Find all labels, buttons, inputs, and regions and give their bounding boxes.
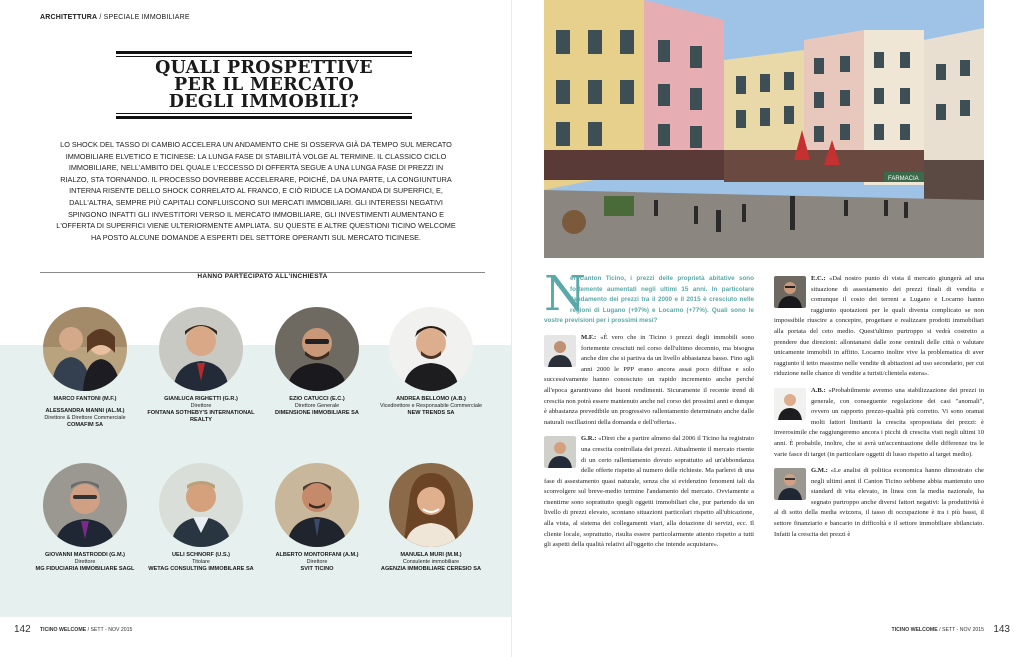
running-header: ARCHITETTURA / SPECIALE IMMOBILIARE	[40, 14, 190, 21]
participant-role: Direttore	[190, 403, 212, 409]
article-title	[116, 60, 412, 111]
participant-role: Direttore	[306, 559, 328, 565]
participant-name: GIOVANNI MASTRODDI (G.M.)	[44, 552, 126, 558]
lugano-square-photo	[544, 0, 984, 258]
answer-tag: G.M.:	[811, 467, 828, 475]
answer-paragraph	[544, 434, 754, 551]
footer-brand: TICINO WELCOME	[891, 627, 938, 633]
portrait-photo	[43, 463, 127, 547]
avatar	[774, 276, 806, 308]
survey-divider	[40, 272, 485, 282]
avatar	[544, 335, 576, 367]
participant-name: EZIO CATUCCI (E.C.)	[289, 396, 345, 402]
answer-text: «Probabilmente avremo una stabilizzazione dei prezzi in generale, con conseguente regolazione dei casi "anomali", ovvero un rapporto prezzo-qualità più corretto. Vi sono oramai molti fattori limitanti la crescita spropositata dei prezzi: è inverosimile che raggiungeremo ancora i picchi di crescita visti negli ultimi 10 anni. È probabile, inoltre, che si avrà un'accentuazione delle differenze tra le varie fasce di target (in particolare oggetti di lusso rispetto al target medio).	[774, 386, 984, 458]
avatar	[774, 468, 806, 500]
answer-paragraph	[774, 386, 984, 460]
article-column-2	[774, 274, 984, 546]
portrait-photo	[389, 307, 473, 391]
participant-name-2: ALESSANDRA MANNI (AL.M.)	[45, 408, 125, 414]
participant-role: Direttore	[74, 559, 96, 565]
answer-tag: M.F.:	[581, 333, 597, 341]
section-name: ARCHITETTURA	[40, 14, 98, 21]
article-column-1	[544, 266, 754, 557]
footer-brand: TICINO WELCOME	[40, 627, 87, 633]
participant-company: DIMENSIONE IMMOBILIARE SA	[275, 409, 359, 416]
participant-role: Consulente immobiliare	[402, 559, 460, 565]
participant-company: AGENZIA IMMOBILIARE CERESIO SA	[380, 565, 482, 572]
answer-paragraph	[774, 274, 984, 380]
participant-role: Vicedirettore e Responsabile Commerciale	[379, 403, 483, 409]
portrait-photo	[275, 463, 359, 547]
participant-name: MARCO FANTONI (M.F.)	[53, 396, 117, 402]
title-line-2: PER IL MERCATO	[174, 75, 354, 95]
participant-company: WETAG CONSULTING IMMOBILARE SA	[148, 565, 254, 572]
participant-card	[30, 463, 140, 573]
portrait-photo	[43, 307, 127, 391]
participant-company: MG FIDUCIARIA IMMOBILIARE SAGL	[35, 565, 135, 572]
participant-name: ALBERTO MONTORFANI (A.M.)	[275, 552, 359, 558]
participant-role: Direttore & Direttore Commerciale	[44, 415, 126, 421]
participant-card	[262, 307, 372, 417]
answer-text: «È vero che in Ticino i prezzi degli immobili sono fortemente cresciuti nel corso dell'ultimo decennio, ma bisogna anche dire che si partiva da un livello abbastanza basso. Fino agli anni 2000 le PPP erano ancora assai poco diffuse e solo successivamente hanno conosciuto un rapido incremento anche perché all'epoca garantivano dei buoni rendimenti. Sicuramente il recente trend di crescita non potrà essere mantenuto anche nel corso dei prossimi anni e dunque è abbastanza prevedibile un progressivo rallentamento determinato anche dalle naturali oscillazioni della domanda e dell'offerta».	[544, 333, 754, 426]
answer-text: «Dal nostro punto di vista il mercato giungerà ad una situazione di assestamento dei prezzi finali di vendita e comunque il costo dei terreni a Lugano e Locarno hanno raggiunto quotazioni per le quali diventa complicato se non impossibile riuscire a concepire, progettare e realizzare prodotti immobiliari alla portata del ceto medio. Quest'ultimo purtroppo si vedrà costretto a prendere due direzioni: allontanarsi dalle zone centrali delle città o valutare unicamente immobili in affitto. Locarno inoltre vive la problematica di aver raggiunto il tetto massimo nelle vendite di abitazioni ad uso secondario, per cui riduzione nelle chance di vendite a turisti/clientela estera».	[774, 275, 984, 378]
answer-paragraph	[774, 466, 984, 540]
participant-card	[30, 307, 140, 429]
participant-name: ANDREA BELLOMO (A.B.)	[396, 396, 466, 402]
participant-card	[376, 463, 486, 573]
portrait-photo	[159, 307, 243, 391]
portrait-photo	[389, 463, 473, 547]
lead-paragraph	[544, 266, 754, 327]
answer-text: «Le analisi di politica economica hanno dimostrato che negli ultimi anni il Canton Ticino sebbene abbia mantenuto uno standard di vita elevato, in linea con la media nazionale, ha segnato purtroppo anche diversi fattori negativi: la produttività è al di sotto della media svizzera, il tasso di occupazione è tra i più bassi, il settore finanziario e bancario in difficoltà e il settore immobiliare sbilanciato. Infatti la crescita dei prezzi è	[774, 467, 984, 538]
participant-name: GIANLUCA RIGHETTI (G.R.)	[164, 396, 238, 402]
answer-tag: E.C.:	[811, 275, 826, 282]
drop-cap: N	[544, 266, 586, 322]
footer-issue: / SETT - NOV 2015	[939, 627, 984, 633]
footer-right	[892, 627, 984, 633]
page-number-left: 142	[14, 624, 31, 635]
participant-role: Direttore Generale	[294, 403, 340, 409]
page-number-right: 143	[993, 624, 1010, 635]
subsection-name: SPECIALE IMMOBILIARE	[103, 14, 190, 21]
footer-left	[40, 627, 132, 633]
title-line-1: QUALI PROSPETTIVE	[155, 58, 373, 78]
right-page	[512, 0, 1024, 657]
avatar	[774, 388, 806, 420]
portrait-photo	[159, 463, 243, 547]
answer-tag: G.R.:	[581, 435, 597, 443]
answer-text: «Direi che a partire almeno dal 2006 il Ticino ha registrato una crescita controllata dei prezzi. Attualmente il mercato risente di un certo rallentamento dovuto soprattutto ad un'abbondanza delle offerte rispetto al numero delle richieste. Ma parlerei di una fase di assestamento quasi naturale, senza che si evidenzino fenomeni tali da sconvolgere sul breve-medio termine l'andamento del mercato. Ovviamente a risentirne sono soprattutto quegli oggetti immobiliari che, pur partendo da un livello di prezzi elevato, scontano situazioni particolari rispetto all'ubicazione, alla vista, al sistema dei collegamenti viari, alla dotazione di servizi, ecc. Il cliente locale, soprattutto, risulta essere particolarmente attento rispetto a tutti gli aspetti della qualità relativi all'oggetto che intende acquistare».	[544, 435, 754, 549]
survey-label: HANNO PARTECIPATO ALL'INCHIESTA	[197, 273, 328, 280]
participant-company: SVIT TICINO	[300, 565, 334, 572]
answer-tag: A.B.:	[811, 386, 826, 394]
pharmacy-sign: FARMACIA	[888, 176, 919, 182]
participant-name: UELI SCHNORF (U.S.)	[171, 552, 231, 558]
participant-card	[146, 463, 256, 573]
participant-card	[376, 307, 486, 417]
answer-paragraph	[544, 333, 754, 428]
participant-role: Titolare	[192, 559, 210, 565]
participant-card	[262, 463, 372, 573]
portrait-photo	[275, 307, 359, 391]
participant-company: FONTANA SOTHEBY'S INTERNATIONAL REALTY	[147, 409, 255, 423]
footer-issue: / SETT - NOV 2015	[87, 627, 133, 633]
lead-question: el Canton Ticino, i prezzi delle proprietà abitative sono fortemente aumentati negli ultimi 15 anni. In particolare l'andamento dei prezzi tra il 2000 e il 2015 è cresciuto nelle regioni di Lugano (+97%) e Locarno (+77%). Quali sono le vostre previsioni per i prossimi mesi?	[544, 275, 754, 325]
title-line-3: DEGLI IMMOBILI?	[168, 92, 360, 112]
participant-company: COMAFIM SA	[66, 421, 104, 428]
intro-paragraph: LO SHOCK DEL TASSO DI CAMBIO ACCELERA UN ANDAMENTO CHE SI OSSERVA GIÀ DA TEMPO SUL MERCATO IMMOBILIARE ELVETICO E TICINESE: LA LUNGA FASE DI STABILITÀ VOLGE AL TERMINE. IL CLASSICO CICLO IMMOBILIARE, NELL'AMBITO DEL QUALE L'ECCESSO DI OFFERTA SEGUE A UNA LUNGA FASE DI PREZZI IN RIALZO, STA TORNANDO. IL PROCESSO DOVREBBE ACCELERARE, POICHÉ, DA UNA PARTE, LA CONGIUNTURA INTERNA RISENTE DELLO SHOCK CORRELATO AL FRANCO, E CIÒ RIDUCE LA DOMANDA DI SUPERFICI, E, DALL'ALTRA, SEMPRE PIÙ CAPITALI CONFLUISCONO SUI MERCATI IMMOBILIARI. GLI INTERESSI NEGATIVI SPINGONO INFATTI GLI INVESTITORI VERSO IL MERCATO IMMOBILIARE, GLI INVESTIMENTI AUMENTANO E L'OFFERTA DI SUPERFICI VIENE ULTERIORMENTE AMPLIATA. SU QUESTE E ALTRE QUESTIONI TICINO WELCOME HA POSTO ALCUNE DOMANDE A ESPERTI DEL SETTORE OPERANTI SUL MERCATO TICINESE.	[56, 140, 456, 242]
title-box	[116, 51, 412, 119]
participant-card	[146, 307, 256, 424]
avatar	[544, 436, 576, 468]
participant-name: MANUELA MURI (M.M.)	[400, 552, 462, 558]
participant-company: NEW TRENDS SA	[407, 409, 455, 416]
